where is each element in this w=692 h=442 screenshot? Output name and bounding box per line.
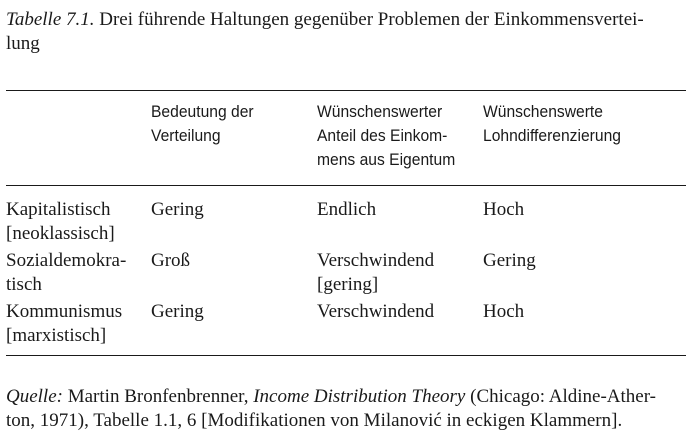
header-anteil-eigentum: Wünschenswerter Anteil des Einkom- mens aus Eigentum bbox=[317, 102, 456, 169]
anteil-cell: Endlich bbox=[317, 199, 377, 220]
row-label-cell: Kommunismus [marxistisch] bbox=[6, 301, 123, 346]
row-label-cell: Sozialdemokra- tisch bbox=[6, 250, 127, 295]
header-bedeutung: Bedeutung der Verteilung bbox=[151, 102, 254, 145]
source-details: (Chicago: Aldine-Ather- ton, 1971), Tabelle 1.1, 6 [Modifikationen von Milanović in eckigen Klammern]. bbox=[6, 386, 656, 431]
lohn-cell: Gering bbox=[483, 250, 536, 271]
table-caption bbox=[6, 8, 686, 56]
source-note bbox=[6, 385, 692, 433]
source-label: Quelle: bbox=[6, 386, 63, 407]
source-book-title: Income Distribution Theory bbox=[253, 386, 466, 407]
table-header-rule bbox=[6, 185, 686, 186]
bedeutung-cell: Gering bbox=[151, 301, 204, 322]
table-top-rule bbox=[6, 90, 686, 91]
anteil-cell: Verschwindend [gering] bbox=[317, 250, 435, 295]
caption-text: Drei führende Haltungen gegenüber Problemen der Einkommensvertei- lung bbox=[6, 9, 644, 54]
caption-label: Tabelle 7.1. bbox=[6, 9, 95, 30]
row-label-cell: Kapitalistisch [neoklassisch] bbox=[6, 199, 115, 244]
anteil-cell: Verschwindend bbox=[317, 301, 435, 322]
source-author: Martin Bronfenbrenner, bbox=[62, 386, 254, 407]
bedeutung-cell: Gering bbox=[151, 199, 204, 220]
table-bottom-rule bbox=[6, 355, 686, 356]
bedeutung-cell: Groß bbox=[151, 250, 191, 271]
header-lohndifferenzierung: Wünschenswerte Lohndifferenzierung bbox=[483, 102, 621, 145]
lohn-cell: Hoch bbox=[483, 301, 525, 322]
lohn-cell: Hoch bbox=[483, 199, 525, 220]
